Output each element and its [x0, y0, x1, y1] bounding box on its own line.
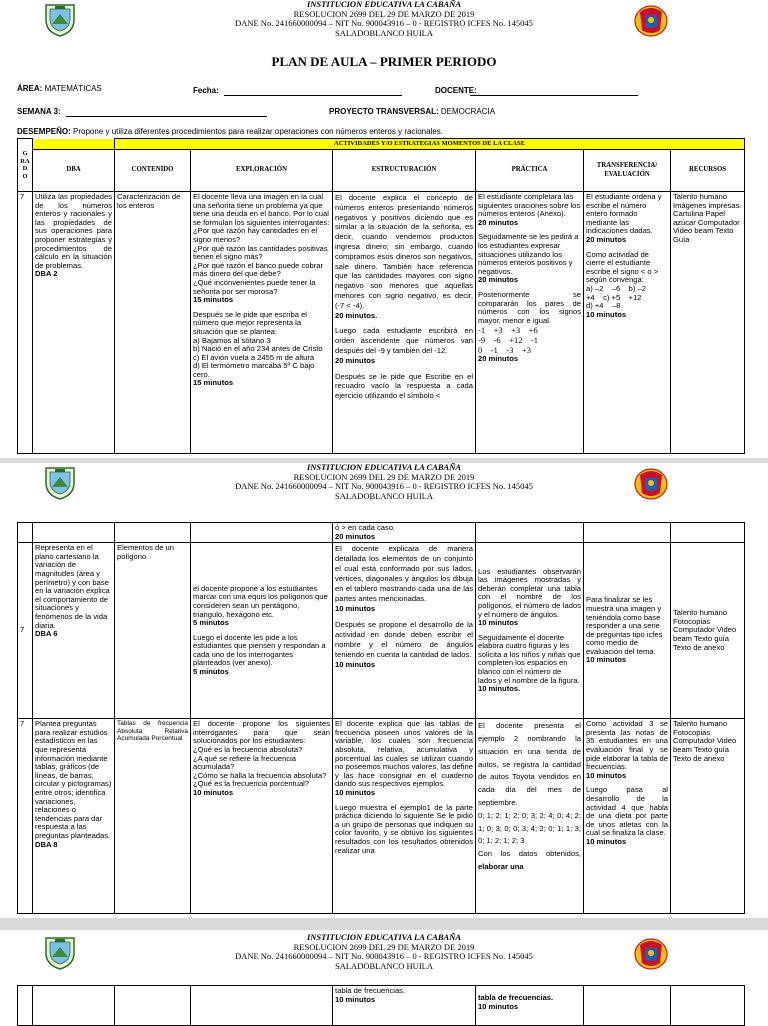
- desempeno-line: [17, 127, 443, 136]
- area-label: ÁREA:: [17, 84, 43, 93]
- semana-blank-line[interactable]: [66, 116, 267, 117]
- col-transferencia: TRANSFERENCIA/ EVALUACIÓN: [584, 150, 671, 192]
- page-2: [0, 463, 768, 918]
- institution-header: [0, 933, 768, 983]
- municipal-crest-logo: [632, 2, 670, 38]
- estructuracion-cell: El docente explica el concepto de números enteros presentando números negativos y positivos diciendo que es similar a la situación de la señorita, es decir, cuando vendemos productos ingresa dinero; sin embargo, cuando compramos esos dineros son negativos, sale dinero. También hace referencia que las cantidades mayores con signo negativo son menores que aquellas menores con signo negativo, es decir, (-7 < -4). 20 minutos. Luego cada estudiante escribirá en orden ascendente que números van después del -9 y también del -12. 20 minutos Después se le pide que Escribe en el recuadro vacío la respuesta a cada ejercicio utilizando el símbolo <: [333, 192, 476, 454]
- plan-table-p1: [17, 138, 745, 454]
- transferencia-cell: Para finalizar se les muestra una imagen y teniéndola como base responder a una serie de preguntas tipo icfes como medio de evaluación del tema. 10 minutos: [584, 543, 671, 719]
- municipal-crest-logo: [632, 465, 670, 501]
- proyecto-label: PROYECTO TRANSVERSAL:: [329, 107, 439, 116]
- desempeno-label: DESEMPEÑO:: [17, 127, 71, 136]
- table-row: [18, 192, 745, 454]
- estructuracion-cell: El docente explicara de manera detallada los elementos de un conjunto el cual está conformado por sus lados, vértices, diagonales y ángulos los dibuja en el tablero mostrando cada una de las partes antes mencionadas. 10 minutos Después se propone el desarrollo de la actividad en donde deben escribir el nombre y el número de ángulos teniendo en cuenta la cantidad de lados. 10 minutos: [333, 543, 476, 719]
- exploracion-cell: El docente lleva una imagen en la cual una señorita tiene un problema ya que tiene una deuda en el banco. Por lo cual se formulan los siguientes interrogantes: ¿Por qué razón hay cantidades en el signo menos? ¿Por qué razón las cantidades positivas tienen el signo más? ¿Por qué razón el banco puede cobrar más dinero del que debe? ¿Qué inconvenientes puede tener la señorita por ser morosa? 15 minutos Después se le pide que escriba el número que mejor representa la situación que se plantea: a) Bajamos al sótano 3 b) Nació en el año 234 antes de Cristo c) El avión vuela a 2455 m de altura d) El termómetro marcaba 5º C bajo cero. 15 minutos: [191, 192, 333, 454]
- docente-label: DOCENTE:: [435, 86, 477, 95]
- location-line: SALADOBLANCO HUILA: [335, 490, 433, 501]
- school-shield-logo: [42, 465, 78, 501]
- col-contenido: CONTENIDO: [115, 150, 191, 192]
- page-3: [0, 930, 768, 1024]
- grado-cell: 7: [18, 192, 33, 454]
- page-1: [0, 0, 768, 460]
- desempeno-value: Propone y utiliza diferentes procedimientos para realizar operaciones con números enteros y racionales.: [73, 127, 444, 136]
- institution-name: INSTITUCION EDUCATIVA LA CABAÑA: [306, 932, 462, 942]
- page-title: PLAN DE AULA – PRIMER PERIODO: [271, 54, 497, 69]
- semana-label: SEMANA 3:: [17, 107, 61, 116]
- exploracion-cell: el docente propone a los estudiantes marcar con una equis los polígonos que consideren sean un pentágono, triangulo, hexágono etc. 5 minutos Luego el docente les pide a los estudiantes que piensen y respondan a cada uno de los interrogantes planteados (ver anexo). 5 minutos: [191, 543, 333, 719]
- col-dba: DBA: [33, 150, 115, 192]
- plan-table-p2: [17, 522, 745, 914]
- practica-cell: Los estudiantes observarán las imágenes mostradas y deberán completar una tabla con el nombre de los polígonos, el número de lados y el número de ángulos. 10 minutos Seguidamente el docente elabora cuatro figuras y les solicita a los niños y niñas que completen los espacios en blanco con el número de lados y el nombre de la figura. 10 minutos.: [476, 543, 584, 719]
- estructuracion-continuation: tabla de frecuencias. 10 minutos: [333, 986, 476, 1026]
- activities-band: ACTIVIDADES Y/O ESTRATEGIAS MOMENTOS DE LA CLASE: [115, 139, 745, 150]
- contenido-cell: Tablas de frecuencia Absoluta Relativa Acumulada Porcentual: [115, 719, 191, 914]
- dba-cell: Utiliza las propiedades de los números enteros y racionales y las propiedades de sus operaciones para proponer estrategias y procedimientos de cálculo en la situación de problemas. DBA 2: [33, 192, 115, 454]
- exploracion-cell: El docente propone los siguientes interrogantes para que sean solucionados por los estudiantes: ¿Qué es la frecuencia absoluta? ¿A qué se refiere la frecuencia acumulada? ¿Cómo se halla la frecuencia absoluta? ¿Qué es la frecuencia porcentual? 10 minutos: [191, 719, 333, 914]
- col-estructuracion: ESTRUCTURACIÓN: [333, 150, 476, 192]
- transferencia-cell: Como actividad 3 se presenta las notas de 35 estudiantes en una evaluación final y se pide elaborar la tabla de frecuencias. 10 minutos Luego pasa al desarrollo de la actividad 4 que habla de una dieta por parte de unos atletas con la cual se finaliza la clase. 10 minutos: [584, 719, 671, 914]
- grado-cell: 7: [18, 543, 33, 719]
- municipal-crest-logo: [632, 935, 670, 971]
- institution-header: [0, 463, 768, 513]
- recursos-cell: Talento humano Imágenes impresas. Cartulina Papel azúcar Computador Video beam Texto Guía: [671, 192, 745, 454]
- col-exploracion: EXPLORACIÓN: [191, 150, 333, 192]
- recursos-cell: Talento humano Fotocopias Computador Video beam Texto guía Texto de anexo: [671, 543, 745, 719]
- school-shield-logo: [42, 2, 78, 38]
- recursos-cell: Talento humano Fotocopias Computador Video beam Texto guía Texto de anexo: [671, 719, 745, 914]
- area-line: [17, 84, 102, 93]
- estructuracion-cell: El docente explica que las tablas de frecuencia poseen unos valores de la variable, los cuales son frecuencia absoluta, relativa, acumulativa y porcentual las cuales se utilizan cuando no poseemos muchos valores, las define y las hace consignar en el cuaderno dando sus respectivos ejemplos. 10 minutos Luego muestra el ejemplo1 de la parte práctica diciendo lo siguiente Se le pidió a un grupo de personas que indiquen su color favorito, y se obtuvo los siguientes resultados con los resultados obtenidos realizar una: [333, 719, 476, 914]
- table-row: [18, 543, 745, 719]
- dane-nit-line: DANE No. 241660000094 – NIT No. 900043916 – 0 - REGISTRO ICFES No. 145045: [235, 18, 533, 28]
- proyecto-line: [329, 107, 495, 116]
- school-shield-logo: [42, 935, 78, 971]
- institution-header: [0, 0, 768, 50]
- resolution-line: RESOLUCION 2699 DEL 29 DE MARZO DE 2019: [293, 8, 475, 19]
- table-row: [18, 986, 745, 1026]
- resolution-line: RESOLUCION 2699 DEL 29 DE MARZO DE 2019: [293, 471, 475, 482]
- docente-blank-line[interactable]: [470, 95, 638, 96]
- area-value: MATEMÁTICAS: [44, 84, 102, 93]
- institution-name: INSTITUCION EDUCATIVA LA CABAÑA: [306, 462, 462, 472]
- transferencia-cell: El estudiante ordena y escribe el número entero formado mediante las indicaciones dadas. 20 minutos Como actividad de cierre el estudiante escribe el signo < o > según convenga: a) –2 –6 b) –2 +4 c) +5 +12 d) +4 –8 10 minutos: [584, 192, 671, 454]
- practica-cell: El estudiante completara las siguientes oraciones sobre los números enteros (Anexo). 20 minutos Seguidamente se les pedirá a los estudiantes expresar situaciones utilizando los números enteros positivos y negativos. 20 minutos Posteriormente se compararán los pares de números con los signos mayor, menor e igual. -1 +3 +3 +6 -9 -6 +12 -1 0 -1 -3 +3 20 minutos: [476, 192, 584, 454]
- fecha-label: Fecha:: [193, 86, 219, 95]
- contenido-cell: Elementos de un polígono: [115, 543, 191, 719]
- resolution-line: RESOLUCION 2699 DEL 29 DE MARZO DE 2019: [293, 941, 475, 952]
- dba-cell: Plantea preguntas para realizar estudios estadísticos en las que representa información mediante tablas, gráficos (de líneas, de barras, circular y pictogramas) entre otros; identifica variaciones, relaciones o tendencias para dar respuesta a las preguntas planteadas. DBA 8: [33, 719, 115, 914]
- dane-nit-line: DANE No. 241660000094 – NIT No. 900043916 – 0 - REGISTRO ICFES No. 145045: [235, 481, 533, 491]
- proyecto-value: DEMOCRACIA: [440, 107, 496, 116]
- contenido-cell: Caracterización de los enteros: [115, 192, 191, 454]
- dba-cell: Representa en el plano cartesiano la variación de magnitudes (área y perímetro) y con base en la variación explica el comportamiento de situaciones y fenómenos de la vida diaria. DBA 6: [33, 543, 115, 719]
- col-practica: PRÁCTICA: [476, 150, 584, 192]
- col-recursos: RECURSOS: [671, 150, 745, 192]
- estructuracion-continuation: ó > en cada caso. 20 minutos: [333, 523, 476, 543]
- practica-cell: El docente presenta el ejemplo 2 nombrando la situación en una tienda de autos, se registra la cantidad de autos Toyota vendidos en cada día del mes de septiembre. 0; 1; 2; 1; 2; 0; 3; 2; 4; 0; 4; 2; 1; 0; 3; 0; 0; 3; 4; 2; 0; 1; 1; 3; 0; 1; 2; 1; 2; 3 Con los datos obtenidos, elaborar una: [476, 719, 584, 914]
- location-line: SALADOBLANCO HUILA: [335, 960, 433, 971]
- fecha-blank-line[interactable]: [224, 95, 402, 96]
- institution-name: INSTITUCION EDUCATIVA LA CABAÑA: [306, 0, 462, 9]
- table-row: [18, 523, 745, 543]
- grado-header: G RA D O: [18, 139, 33, 192]
- page-separator: [0, 918, 768, 930]
- dane-nit-line: DANE No. 241660000094 – NIT No. 900043916 – 0 - REGISTRO ICFES No. 145045: [235, 951, 533, 961]
- practica-continuation: tabla de frecuencias. 10 minutos: [476, 986, 584, 1026]
- location-line: SALADOBLANCO HUILA: [335, 27, 433, 38]
- grado-cell: 7: [18, 719, 33, 914]
- table-row: [18, 719, 745, 914]
- plan-table-p3: [17, 985, 745, 1026]
